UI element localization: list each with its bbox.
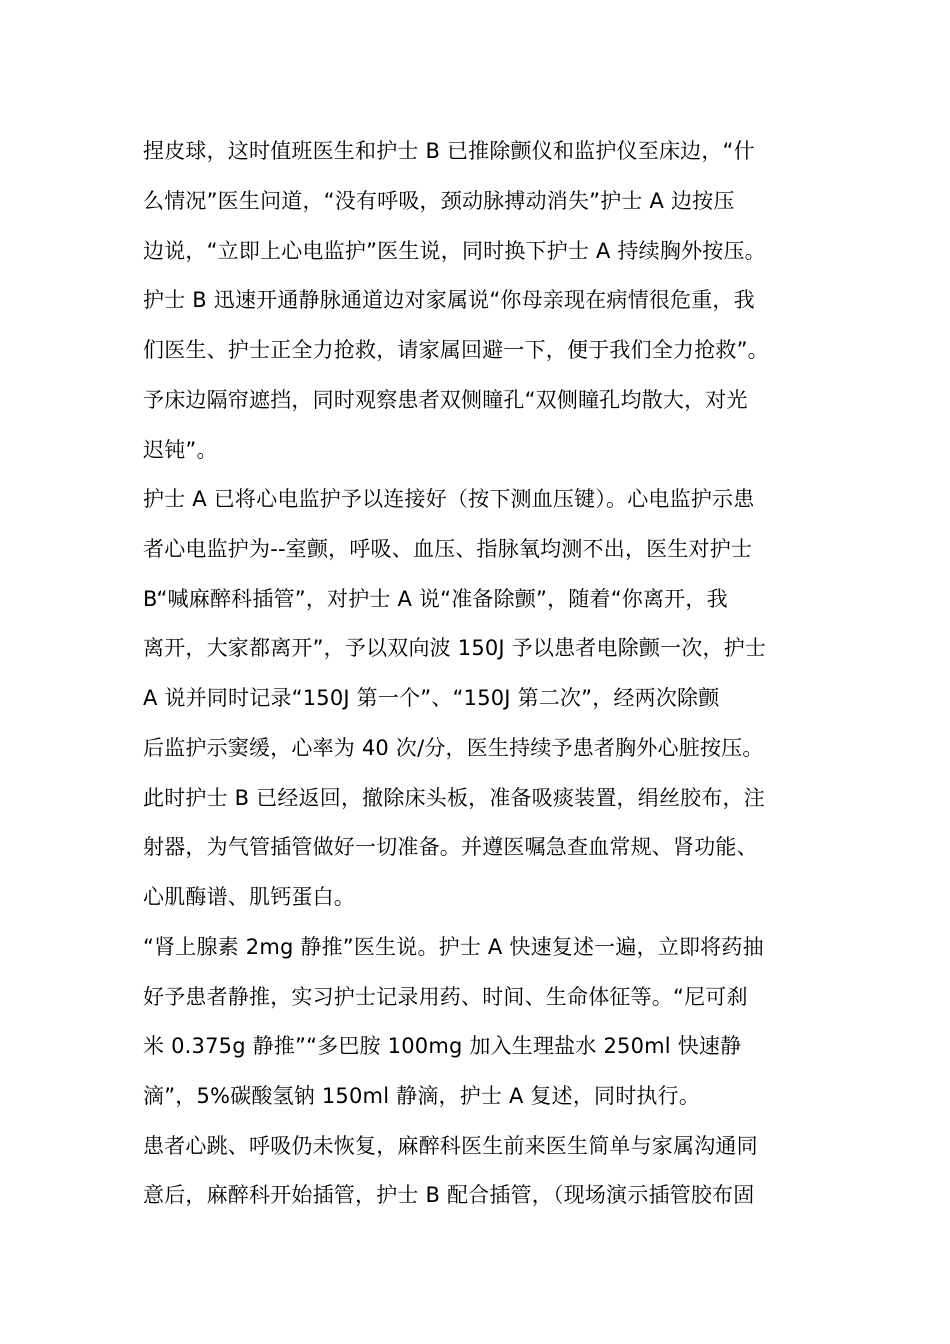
text-line: 者心电监护为--室颤，呼吸、血压、指脉氧均测不出，医生对护士: [143, 537, 753, 561]
text-line: B“喊麻醉科插管”，对护士 A 说“准备除颤”，随着“你离开，我: [143, 587, 728, 611]
text-line: 后监护示窦缓，心率为 40 次/分，医生持续予患者胸外心脏按压。: [143, 736, 764, 760]
text-line: 滴”，5%碳酸氢钠 150ml 静滴，护士 A 复述，同时执行。: [143, 1084, 701, 1108]
text-line: 边说，“立即上心电监护”医生说，同时换下护士 A 持续胸外按压。: [143, 239, 766, 263]
text-line: 心肌酶谱、肌钙蛋白。: [143, 885, 355, 909]
text-line: 迟钝”。: [143, 438, 218, 462]
text-line: 离开，大家都离开”，予以双向波 150J 予以患者电除颤一次，护士: [143, 636, 767, 660]
text-line: 予床边隔帘遮挡，同时观察患者双侧瞳孔“双侧瞳孔均散大，对光: [143, 388, 748, 412]
text-line: 此时护士 B 已经返回，撤除床头板，准备吸痰装置，绢丝胶布，注: [143, 786, 765, 810]
text-line: 捏皮球，这时值班医生和护士 B 已推除颤仪和监护仪至床边，“什: [143, 139, 755, 163]
text-line: 米 0.375g 静推”“多巴胺 100mg 加入生理盐水 250ml 快速静: [143, 1034, 742, 1058]
text-line: 射器，为气管插管做好一切准备。并遵医嘱急查血常规、肾功能、: [143, 835, 758, 859]
text-line: 好予患者静推，实习护士记录用药、时间、生命体征等。“尼可刹: [143, 985, 748, 1009]
text-line: 么情况”医生问道，“没有呼吸，颈动脉搏动消失”护士 A 边按压: [143, 189, 735, 213]
text-line: 意后，麻醉科开始插管，护士 B 配合插管，（现场演示插管胶布固: [143, 1183, 755, 1207]
text-line: 护士 B 迅速开通静脉通道边对家属说“你母亲现在病情很危重，我: [143, 288, 755, 312]
text-line: 患者心跳、呼吸仍未恢复，麻醉科医生前来医生简单与家属沟通同: [143, 1134, 758, 1158]
text-line: A 说并同时记录“150J 第一个”、“150J 第二次”，经两次除颤: [143, 686, 720, 710]
text-line: 们医生、护士正全力抢救，请家属回避一下，便于我们全力抢救”。: [143, 338, 769, 362]
text-line: “肾上腺素 2mg 静推”医生说。护士 A 快速复述一遍，立即将药抽: [143, 935, 764, 959]
text-line: 护士 A 已将心电监护予以连接好（按下测血压键）。心电监护示患: [143, 487, 755, 511]
